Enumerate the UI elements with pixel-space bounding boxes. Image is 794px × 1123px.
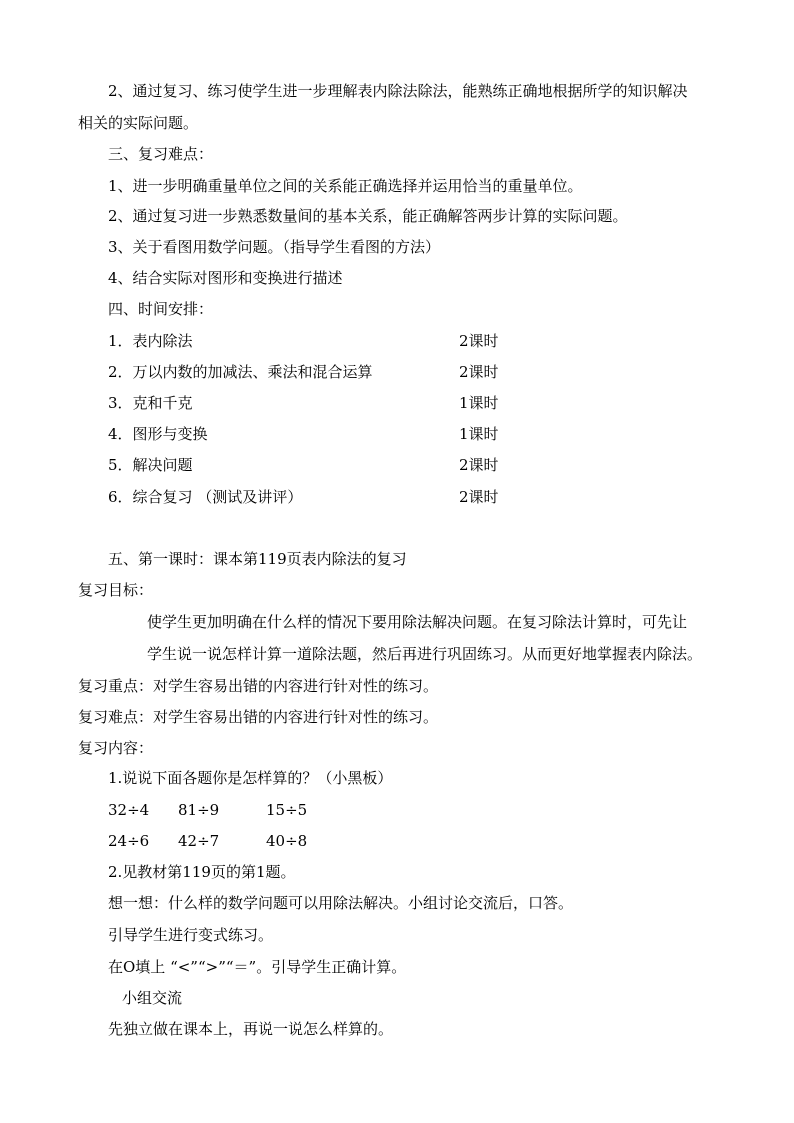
- schedule-time: 2课时: [459, 363, 499, 381]
- key-point: 复习重点：对学生容易出错的内容进行针对性的练习。: [78, 677, 439, 695]
- schedule-label: 1．表内除法: [108, 332, 193, 350]
- goal-text-line2: 学生说一说怎样计算一道除法题，然后再进行巩固练习。从而更好地掌握表内除法。: [147, 645, 703, 663]
- schedule-label: 4．图形与变换: [108, 425, 208, 443]
- calc-item: 15÷5: [266, 801, 308, 819]
- calc-item: 40÷8: [266, 832, 308, 850]
- difficulty: 复习难点：对学生容易出错的内容进行针对性的练习。: [78, 708, 439, 726]
- section4-heading: 四、时间安排：: [108, 300, 214, 318]
- goal-text-line1: 使学生更加明确在什么样的情况下要用除法解决问题。在复习除法计算时，可先让: [147, 613, 688, 631]
- section3-item-1: 1、进一步明确重量单位之间的关系能正确选择并运用恰当的重量单位。: [108, 177, 583, 195]
- schedule-label: 6．综合复习 （测试及讲评）: [108, 488, 303, 506]
- think-prompt: 想一想：什么样的数学问题可以用除法解决。小组讨论交流后，口答。: [108, 894, 574, 912]
- schedule-time: 2课时: [459, 332, 499, 350]
- question-2: 2.见教材第119页的第1题。: [108, 863, 296, 881]
- schedule-time: 1课时: [459, 394, 499, 412]
- calc-item: 32÷4: [108, 801, 150, 819]
- group-exchange: 小组交流: [122, 989, 183, 1007]
- section3-item-2: 2、通过复习进一步熟悉数量间的基本关系，能正确解答两步计算的实际问题。: [108, 207, 628, 225]
- section3-item-4: 4、结合实际对图形和变换进行描述: [108, 269, 343, 287]
- schedule-label: 2．万以内数的加减法、乘法和混合运算: [108, 363, 373, 381]
- independent-work: 先独立做在课本上，再说一说怎么样算的。: [108, 1020, 394, 1038]
- calc-item: 81÷9: [178, 801, 220, 819]
- fill-instruction: 在O填上 “<”“>”“＝”。引导学生正确计算。: [108, 958, 407, 976]
- section5-heading: 五、第一课时：课本第119页表内除法的复习: [108, 550, 407, 568]
- calc-item: 24÷6: [108, 832, 150, 850]
- calc-item: 42÷7: [178, 832, 220, 850]
- schedule-time: 1课时: [459, 425, 499, 443]
- guide-text: 引导学生进行变式练习。: [108, 926, 274, 944]
- section3-item-3: 3、关于看图用数学问题。（指导学生看图的方法）: [108, 238, 441, 256]
- goal-paragraph-line2: 相关的实际问题。: [78, 114, 199, 132]
- goal-paragraph-line1: 2、通过复习、练习使学生进一步理解表内除法除法，能熟练正确地根据所学的知识解决: [108, 82, 688, 100]
- schedule-time: 2课时: [459, 456, 499, 474]
- question-1: 1.说说下面各题你是怎样算的？（小黑板）: [108, 769, 393, 787]
- section3-heading: 三、复习难点：: [108, 145, 214, 163]
- schedule-label: 5．解决问题: [108, 456, 193, 474]
- goal-label: 复习目标：: [78, 581, 154, 599]
- schedule-label: 3．克和千克: [108, 394, 193, 412]
- content-label: 复习内容：: [78, 739, 154, 757]
- schedule-time: 2课时: [459, 488, 499, 506]
